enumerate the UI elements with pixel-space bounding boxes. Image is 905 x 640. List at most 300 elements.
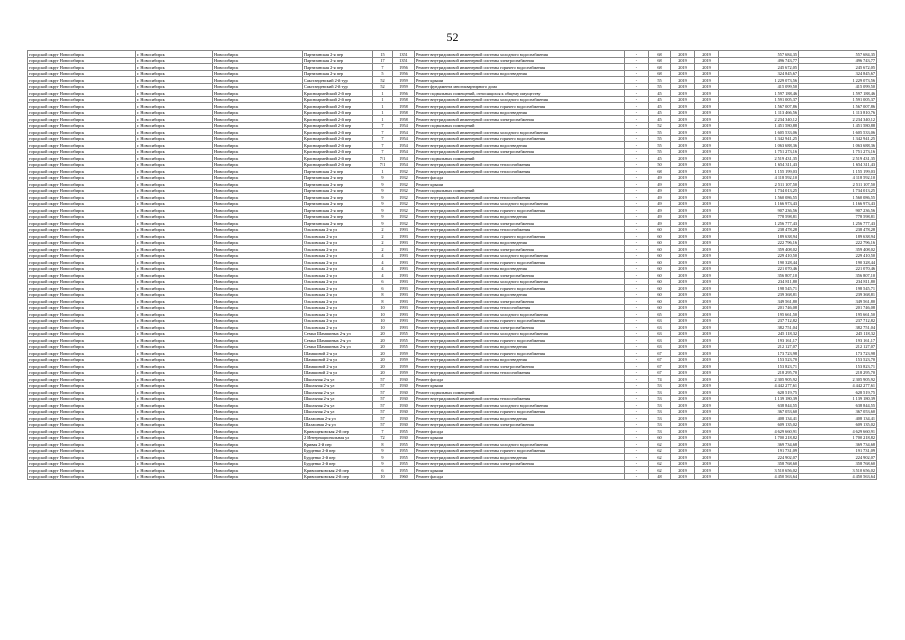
end-year-cell: 2019: [695, 285, 719, 292]
total-cost-cell: 224 902,07: [799, 454, 877, 461]
wear-cell: 53: [649, 402, 671, 409]
end-year-cell: 2019: [695, 51, 719, 58]
city-cell: Новосибирск: [213, 155, 303, 162]
work-type-cell: Ремонт внутридомовой инженерной системы горячего водоснабжения: [415, 207, 625, 214]
unit-cell: -: [625, 57, 649, 64]
municipality-cell: городской округ Новосибирск: [28, 343, 136, 350]
total-cost-cell: 2 511 107,50: [799, 181, 877, 188]
house-number-cell: 20: [373, 369, 393, 376]
wear-cell: 49: [649, 200, 671, 207]
start-year-cell: 2019: [671, 103, 695, 110]
house-number-cell: 10: [373, 324, 393, 331]
wear-cell: 49: [649, 220, 671, 227]
end-year-cell: 2019: [695, 200, 719, 207]
cost-cell: 609 135,02: [719, 421, 799, 428]
unit-cell: -: [625, 447, 649, 454]
settlement-cell: г. Новосибирск: [136, 311, 213, 318]
house-number-cell: 6: [373, 285, 393, 292]
work-type-cell: Ремонт внутридомовой инженерной системы теплоснабжения: [415, 161, 625, 168]
total-cost-cell: 153 823,71: [799, 363, 877, 370]
settlement-cell: г. Новосибирск: [136, 376, 213, 383]
work-type-cell: Ремонт внутридомовой инженерной системы холодного водоснабжения: [415, 330, 625, 337]
city-cell: Новосибирск: [213, 467, 303, 474]
settlement-cell: г. Новосибирск: [136, 161, 213, 168]
total-cost-cell: 1 751 273,16: [799, 148, 877, 155]
unit-cell: -: [625, 70, 649, 77]
end-year-cell: 2019: [695, 467, 719, 474]
municipality-cell: городской округ Новосибирск: [28, 259, 136, 266]
year-built-cell: 1954: [393, 155, 415, 162]
total-cost-cell: 1 155 199,03: [799, 168, 877, 175]
work-type-cell: Ремонт внутридомовой инженерной системы водоотведения: [415, 343, 625, 350]
city-cell: Новосибирск: [213, 233, 303, 240]
street-cell: Ольховская 2-я ул: [303, 278, 373, 285]
wear-cell: 68: [649, 64, 671, 71]
street-cell: Ольховская 2-я ул: [303, 265, 373, 272]
city-cell: Новосибирск: [213, 246, 303, 253]
year-built-cell: 1955: [393, 460, 415, 467]
end-year-cell: 2019: [695, 148, 719, 155]
year-built-cell: 1959: [393, 350, 415, 357]
city-cell: Новосибирск: [213, 382, 303, 389]
city-cell: Новосибирск: [213, 350, 303, 357]
city-cell: Новосибирск: [213, 109, 303, 116]
municipality-cell: городской округ Новосибирск: [28, 356, 136, 363]
wear-cell: 49: [649, 194, 671, 201]
municipality-cell: городской округ Новосибирск: [28, 291, 136, 298]
end-year-cell: 2019: [695, 142, 719, 149]
municipality-cell: городской округ Новосибирск: [28, 116, 136, 123]
municipality-cell: городской округ Новосибирск: [28, 90, 136, 97]
city-cell: Новосибирск: [213, 181, 303, 188]
total-cost-cell: 193 161,17: [799, 337, 877, 344]
total-cost-cell: 222 796,16: [799, 239, 877, 246]
house-number-cell: 8: [373, 291, 393, 298]
cost-cell: 382 751,04: [719, 324, 799, 331]
start-year-cell: 2019: [671, 317, 695, 324]
total-cost-cell: 1 166 973,43: [799, 200, 877, 207]
wear-cell: 53: [649, 421, 671, 428]
year-built-cell: 1930: [393, 376, 415, 383]
end-year-cell: 2019: [695, 311, 719, 318]
unit-cell: -: [625, 278, 649, 285]
wear-cell: 68: [649, 70, 671, 77]
settlement-cell: г. Новосибирск: [136, 324, 213, 331]
cost-cell: 1 567 007,86: [719, 103, 799, 110]
street-cell: Красноармейский 2-й пер: [303, 142, 373, 149]
street-cell: Партизанская 2-я пер: [303, 200, 373, 207]
end-year-cell: 2019: [695, 343, 719, 350]
street-cell: Партизанская 2-я пер: [303, 168, 373, 175]
city-cell: Новосибирск: [213, 187, 303, 194]
year-built-cell: 1993: [393, 304, 415, 311]
total-cost-cell: 1 139 180,39: [799, 395, 877, 402]
wear-cell: 49: [649, 174, 671, 181]
house-number-cell: 1: [373, 96, 393, 103]
total-cost-cell: 245 672,05: [799, 64, 877, 71]
wear-cell: 63: [649, 324, 671, 331]
street-cell: Партизанская 2-я пер: [303, 213, 373, 220]
cost-cell: 367 053,60: [719, 408, 799, 415]
total-cost-cell: 1 560 086,55: [799, 194, 877, 201]
start-year-cell: 2019: [671, 350, 695, 357]
end-year-cell: 2019: [695, 207, 719, 214]
cost-cell: 415 099,50: [719, 83, 799, 90]
year-built-cell: 1932: [393, 213, 415, 220]
municipality-cell: городской округ Новосибирск: [28, 155, 136, 162]
settlement-cell: г. Новосибирск: [136, 441, 213, 448]
municipality-cell: городской округ Новосибирск: [28, 207, 136, 214]
unit-cell: -: [625, 350, 649, 357]
house-number-cell: 9: [373, 181, 393, 188]
city-cell: Новосибирск: [213, 103, 303, 110]
wear-cell: 49: [649, 213, 671, 220]
house-number-cell: 57: [373, 389, 393, 396]
municipality-cell: городской округ Новосибирск: [28, 103, 136, 110]
total-cost-cell: 221 070,46: [799, 265, 877, 272]
year-built-cell: 1958: [393, 116, 415, 123]
total-cost-cell: 212 127,07: [799, 343, 877, 350]
municipality-cell: городской округ Новосибирск: [28, 142, 136, 149]
total-cost-cell: 496 743,77: [799, 57, 877, 64]
unit-cell: -: [625, 135, 649, 142]
wear-cell: 67: [649, 350, 671, 357]
end-year-cell: 2019: [695, 103, 719, 110]
cost-cell: 2 519 431,35: [719, 155, 799, 162]
year-built-cell: 1955: [393, 343, 415, 350]
cost-cell: 1 734 013,25: [719, 187, 799, 194]
municipality-cell: городской округ Новосибирск: [28, 415, 136, 422]
year-built-cell: 1351: [393, 57, 415, 64]
city-cell: Новосибирск: [213, 96, 303, 103]
end-year-cell: 2019: [695, 116, 719, 123]
unit-cell: -: [625, 421, 649, 428]
work-type-cell: Ремонт подвальных помещений: [415, 389, 625, 396]
work-type-cell: Ремонт крыши: [415, 434, 625, 441]
total-cost-cell: 1 229 073,56: [799, 77, 877, 84]
settlement-cell: г. Новосибирск: [136, 90, 213, 97]
wear-cell: 62: [649, 467, 671, 474]
street-cell: Школьная 2-я ул: [303, 395, 373, 402]
end-year-cell: 2019: [695, 304, 719, 311]
settlement-cell: г. Новосибирск: [136, 207, 213, 214]
end-year-cell: 2019: [695, 473, 719, 480]
street-cell: Партизанская 2-я пер: [303, 187, 373, 194]
house-number-cell: 4: [373, 259, 393, 266]
street-cell: Сакстандевский 2-й тур: [303, 77, 373, 84]
work-type-cell: Ремонт внутридомовой инженерной системы теплоснабжения: [415, 226, 625, 233]
table-row: [28, 473, 877, 480]
cost-cell: 193 161,17: [719, 337, 799, 344]
unit-cell: -: [625, 434, 649, 441]
unit-cell: -: [625, 356, 649, 363]
start-year-cell: 2019: [671, 298, 695, 305]
start-year-cell: 2019: [671, 291, 695, 298]
cost-cell: 1 342 941,25: [719, 135, 799, 142]
settlement-cell: г. Новосибирск: [136, 434, 213, 441]
year-built-cell: 1993: [393, 285, 415, 292]
settlement-cell: г. Новосибирск: [136, 265, 213, 272]
work-type-cell: Ремонт внутридомовой инженерной системы теплоснабжения: [415, 304, 625, 311]
wear-cell: 49: [649, 181, 671, 188]
street-cell: Шамшиной 2-я ул: [303, 369, 373, 376]
street-cell: Красноармейский 2-й пер: [303, 148, 373, 155]
city-cell: Новосибирск: [213, 226, 303, 233]
street-cell: Шалашная 2-я ул: [303, 415, 373, 422]
settlement-cell: г. Новосибирск: [136, 415, 213, 422]
wear-cell: 45: [649, 116, 671, 123]
house-number-cell: 9: [373, 187, 393, 194]
street-cell: Школьная 2-я ул: [303, 389, 373, 396]
cost-cell: 638 844,55: [719, 402, 799, 409]
start-year-cell: 2019: [671, 161, 695, 168]
city-cell: Новосибирск: [213, 337, 303, 344]
unit-cell: -: [625, 343, 649, 350]
year-built-cell: 1993: [393, 291, 415, 298]
city-cell: Новосибирск: [213, 343, 303, 350]
cost-cell: 4 442 277,61: [719, 382, 799, 389]
work-type-cell: Ремонт внутридомовой инженерной системы водоотведения: [415, 415, 625, 422]
end-year-cell: 2019: [695, 181, 719, 188]
house-number-cell: 20: [373, 337, 393, 344]
year-built-cell: 1959: [393, 83, 415, 90]
year-built-cell: 1993: [393, 252, 415, 259]
end-year-cell: 2019: [695, 428, 719, 435]
wear-cell: 60: [649, 304, 671, 311]
start-year-cell: 2019: [671, 415, 695, 422]
street-cell: Семьи Шамшиных 2-я ул: [303, 337, 373, 344]
municipality-cell: городской округ Новосибирск: [28, 467, 136, 474]
settlement-cell: г. Новосибирск: [136, 64, 213, 71]
street-cell: Семьи Шамшиных 2-я ул: [303, 330, 373, 337]
city-cell: Новосибирск: [213, 408, 303, 415]
unit-cell: -: [625, 239, 649, 246]
house-number-cell: 4: [373, 272, 393, 279]
wear-cell: 53: [649, 395, 671, 402]
page-number: 52: [446, 30, 459, 44]
municipality-cell: городской округ Новосибирск: [28, 408, 136, 415]
cost-cell: 1 229 073,56: [719, 77, 799, 84]
year-built-cell: 1351: [393, 51, 415, 58]
street-cell: Ольховская 2-я ул: [303, 298, 373, 305]
street-cell: Шамшиной 2-я ул: [303, 350, 373, 357]
work-type-cell: Ремонт внутридомовой инженерной системы холодного водоснабжения: [415, 252, 625, 259]
total-cost-cell: 195 661,50: [799, 311, 877, 318]
house-number-cell: 7: [373, 428, 393, 435]
cost-cell: 224 902,07: [719, 454, 799, 461]
settlement-cell: г. Новосибирск: [136, 200, 213, 207]
settlement-cell: г. Новосибирск: [136, 454, 213, 461]
unit-cell: -: [625, 454, 649, 461]
settlement-cell: г. Новосибирск: [136, 350, 213, 357]
start-year-cell: 2019: [671, 181, 695, 188]
wear-cell: 63: [649, 337, 671, 344]
start-year-cell: 2019: [671, 155, 695, 162]
wear-cell: 53: [649, 428, 671, 435]
settlement-cell: г. Новосибирск: [136, 122, 213, 129]
start-year-cell: 2019: [671, 142, 695, 149]
cost-cell: 4 629 660,91: [719, 428, 799, 435]
unit-cell: -: [625, 259, 649, 266]
street-cell: Ольховская 2-я ул: [303, 239, 373, 246]
work-type-cell: Ремонт внутридомовой инженерной системы электроснабжения: [415, 272, 625, 279]
municipality-cell: городской округ Новосибирск: [28, 109, 136, 116]
cost-cell: 218 295,70: [719, 369, 799, 376]
work-type-cell: Ремонт внутридомовой инженерной системы водоотведения: [415, 291, 625, 298]
total-cost-cell: 382 751,04: [799, 324, 877, 331]
end-year-cell: 2019: [695, 298, 719, 305]
work-type-cell: Ремонт внутридомовой инженерной системы электроснабжения: [415, 246, 625, 253]
unit-cell: -: [625, 473, 649, 480]
settlement-cell: г. Новосибирск: [136, 116, 213, 123]
street-cell: Партизанская 2-я пер: [303, 181, 373, 188]
wear-cell: 74: [649, 376, 671, 383]
city-cell: Новосибирск: [213, 311, 303, 318]
municipality-cell: городской округ Новосибирск: [28, 460, 136, 467]
work-type-cell: Ремонт внутридомовой инженерной системы горячего водоснабжения: [415, 350, 625, 357]
settlement-cell: г. Новосибирск: [136, 174, 213, 181]
settlement-cell: г. Новосибирск: [136, 96, 213, 103]
end-year-cell: 2019: [695, 395, 719, 402]
start-year-cell: 2019: [671, 122, 695, 129]
municipality-cell: городской округ Новосибирск: [28, 220, 136, 227]
city-cell: Новосибирск: [213, 200, 303, 207]
cost-cell: 153 823,71: [719, 363, 799, 370]
settlement-cell: г. Новосибирск: [136, 285, 213, 292]
unit-cell: -: [625, 207, 649, 214]
street-cell: Бурденко 2-й пер: [303, 447, 373, 454]
city-cell: Новосибирск: [213, 415, 303, 422]
city-cell: Новосибирск: [213, 324, 303, 331]
street-cell: Ольховская 2-я ул: [303, 272, 373, 279]
unit-cell: -: [625, 174, 649, 181]
settlement-cell: г. Новосибирск: [136, 246, 213, 253]
work-type-cell: Ремонт фасада: [415, 174, 625, 181]
year-built-cell: 1959: [393, 77, 415, 84]
wear-cell: 60: [649, 226, 671, 233]
total-cost-cell: 239 368,81: [799, 291, 877, 298]
street-cell: Ольховская 2-я ул: [303, 317, 373, 324]
end-year-cell: 2019: [695, 272, 719, 279]
work-type-cell: Ремонт внутридомовой инженерной системы водоотведения: [415, 213, 625, 220]
house-number-cell: 7: [373, 129, 393, 136]
wear-cell: 55: [649, 129, 671, 136]
year-built-cell: 1932: [393, 220, 415, 227]
wear-cell: 52: [649, 122, 671, 129]
total-cost-cell: 367 053,60: [799, 408, 877, 415]
unit-cell: -: [625, 213, 649, 220]
unit-cell: -: [625, 194, 649, 201]
total-cost-cell: 609 135,02: [799, 421, 877, 428]
cost-cell: 212 127,07: [719, 343, 799, 350]
settlement-cell: г. Новосибирск: [136, 389, 213, 396]
settlement-cell: г. Новосибирск: [136, 428, 213, 435]
wear-cell: 60: [649, 252, 671, 259]
street-cell: 2 Интернациональная ул: [303, 434, 373, 441]
start-year-cell: 2019: [671, 129, 695, 136]
wear-cell: 55: [649, 142, 671, 149]
wear-cell: 60: [649, 285, 671, 292]
wear-cell: 63: [649, 317, 671, 324]
end-year-cell: 2019: [695, 356, 719, 363]
total-cost-cell: 778 598,81: [799, 213, 877, 220]
wear-cell: 67: [649, 369, 671, 376]
unit-cell: -: [625, 311, 649, 318]
house-number-cell: 10: [373, 311, 393, 318]
municipality-cell: городской округ Новосибирск: [28, 246, 136, 253]
work-type-cell: Ремонт внутридомовой инженерной системы водоотведения: [415, 265, 625, 272]
house-number-cell: 6: [373, 278, 393, 285]
work-type-cell: Ремонт подвальных помещений: [415, 187, 625, 194]
year-built-cell: 1930: [393, 415, 415, 422]
settlement-cell: г. Новосибирск: [136, 168, 213, 175]
end-year-cell: 2019: [695, 291, 719, 298]
table-body: [28, 51, 877, 480]
city-cell: Новосибирск: [213, 259, 303, 266]
unit-cell: -: [625, 246, 649, 253]
start-year-cell: 2019: [671, 252, 695, 259]
municipality-cell: городской округ Новосибирск: [28, 51, 136, 58]
wear-cell: 55: [649, 135, 671, 142]
end-year-cell: 2019: [695, 259, 719, 266]
cost-cell: 1 751 273,16: [719, 148, 799, 155]
start-year-cell: 2019: [671, 168, 695, 175]
start-year-cell: 2019: [671, 226, 695, 233]
start-year-cell: 2019: [671, 460, 695, 467]
street-cell: Бурденко 2-й пер: [303, 454, 373, 461]
end-year-cell: 2019: [695, 460, 719, 467]
work-type-cell: Ремонт внутридомовой инженерной системы горячего водоснабжения: [415, 408, 625, 415]
city-cell: Новосибирск: [213, 389, 303, 396]
municipality-cell: городской округ Новосибирск: [28, 181, 136, 188]
city-cell: Новосибирск: [213, 239, 303, 246]
total-cost-cell: 1 605 533,06: [799, 129, 877, 136]
settlement-cell: г. Новосибирск: [136, 278, 213, 285]
unit-cell: -: [625, 200, 649, 207]
street-cell: Красноармейский 2-й пер: [303, 96, 373, 103]
start-year-cell: 2019: [671, 467, 695, 474]
cost-cell: 324 845,67: [719, 70, 799, 77]
settlement-cell: г. Новосибирск: [136, 259, 213, 266]
municipality-cell: городской округ Новосибирск: [28, 473, 136, 480]
house-number-cell: 20: [373, 356, 393, 363]
house-number-cell: 1: [373, 103, 393, 110]
year-built-cell: 1955: [393, 337, 415, 344]
work-type-cell: Ремонт внутридомовой инженерной системы холодного водоснабжения: [415, 129, 625, 136]
start-year-cell: 2019: [671, 57, 695, 64]
house-number-cell: 17: [373, 57, 393, 64]
municipality-cell: городской округ Новосибирск: [28, 161, 136, 168]
start-year-cell: 2019: [671, 285, 695, 292]
total-cost-cell: 3 510 656,02: [799, 467, 877, 474]
end-year-cell: 2019: [695, 96, 719, 103]
street-cell: Кривая 2-й пер: [303, 441, 373, 448]
year-built-cell: 1955: [393, 441, 415, 448]
year-built-cell: 1959: [393, 369, 415, 376]
start-year-cell: 2019: [671, 135, 695, 142]
wear-cell: 60: [649, 239, 671, 246]
house-number-cell: 9: [373, 200, 393, 207]
start-year-cell: 2019: [671, 369, 695, 376]
unit-cell: -: [625, 402, 649, 409]
end-year-cell: 2019: [695, 135, 719, 142]
start-year-cell: 2019: [671, 421, 695, 428]
city-cell: Новосибирск: [213, 148, 303, 155]
municipality-cell: городской округ Новосибирск: [28, 168, 136, 175]
city-cell: Новосибирск: [213, 330, 303, 337]
year-built-cell: 1930: [393, 408, 415, 415]
municipality-cell: городской округ Новосибирск: [28, 324, 136, 331]
